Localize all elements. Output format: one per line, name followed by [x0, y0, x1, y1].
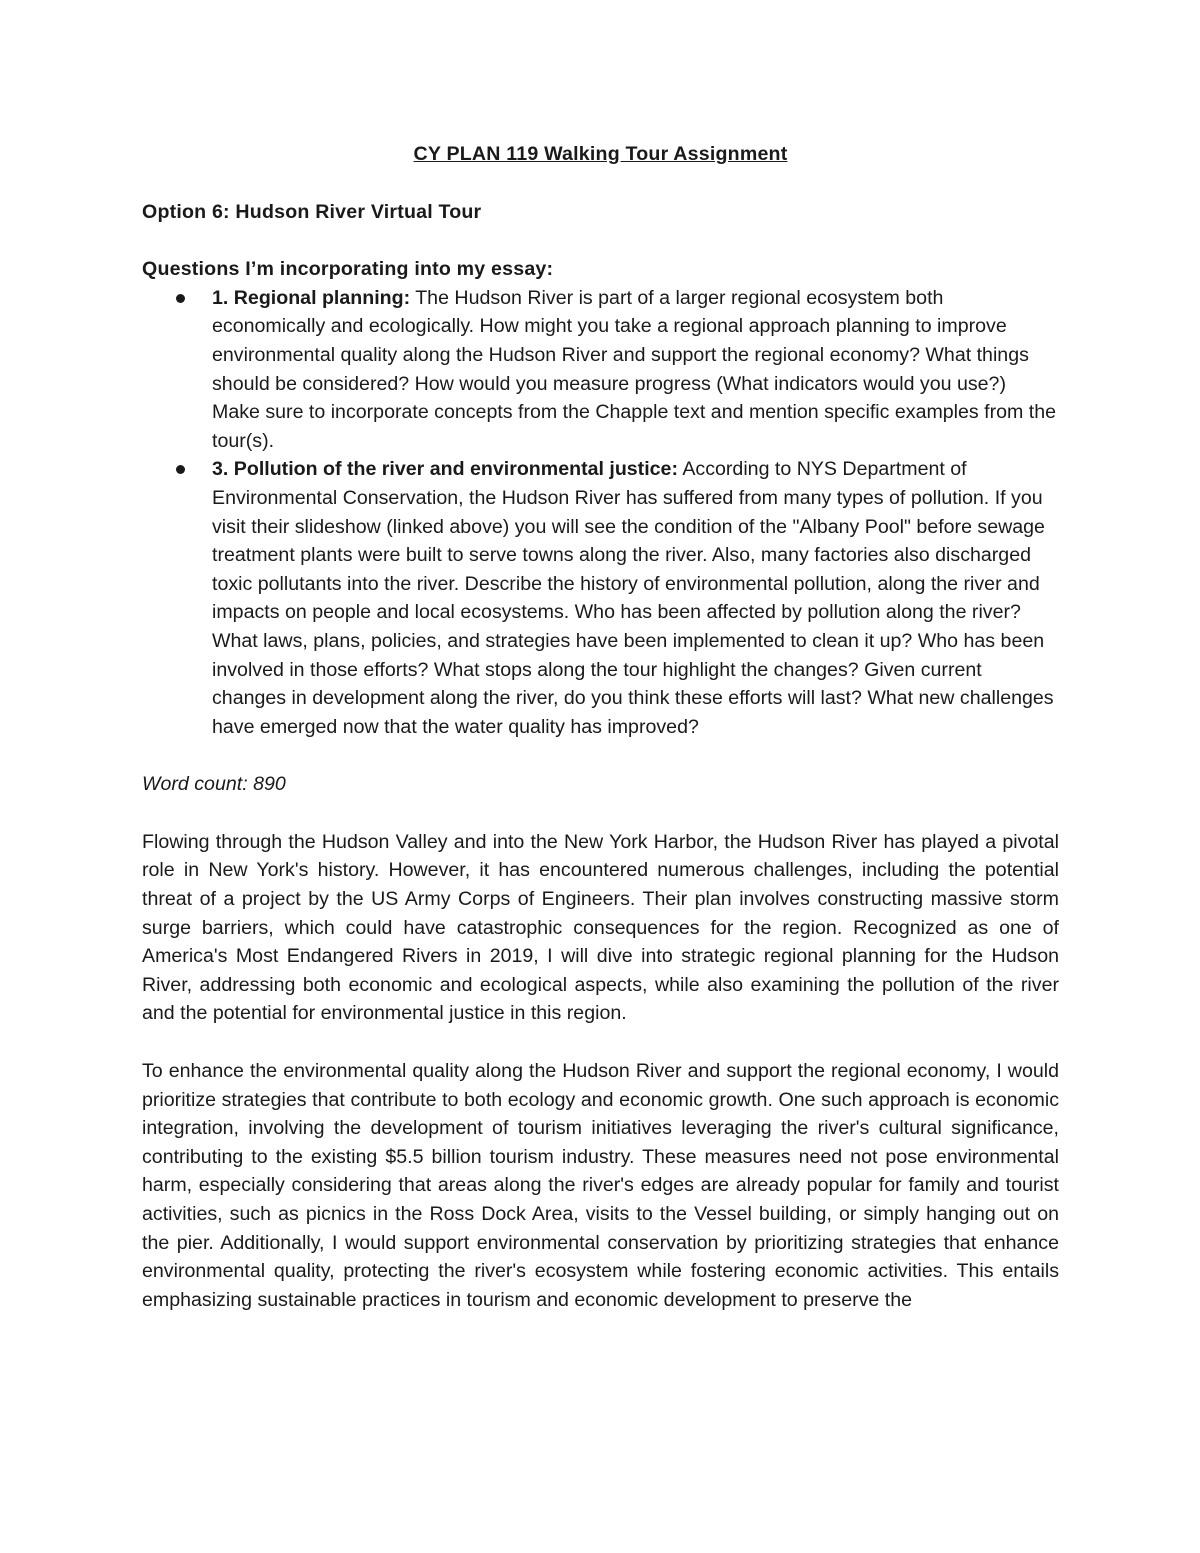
word-count: Word count: 890 — [142, 773, 286, 796]
essay-paragraph: To enhance the environmental quality along the Hudson River and support the regional economy, I would prioritize strategies that contribute to both ecology and economic growth. One such approach is economic integration, involving the development of tourism initiatives leveraging the river's cultural significance, contributing to the existing $5.5 billion tourism industry. These measures need not pose environmental harm, especially considering that areas along the river's edges are already popular for family and tourist activities, such as picnics in the Ross Dock Area, visits to the Vessel building, or simply hanging out on the pier. Additionally, I would support environmental conservation by prioritizing strategies that enhance environmental quality, protecting the river's ecosystem while fostering economic activities. This entails emphasizing sustainable practices in tourism and economic development to preserve the — [142, 1060, 1059, 1311]
question-text: According to NYS Department of Environmental Conservation, the Hudson River has suffered from many types of pollution. If you visit their slideshow (linked above) you will see the condition of the "Albany Pool" before sewage treatment plants were built to serve towns along the river. Also, many factories also discharged toxic pollutants into the river. Describe the history of environmental pollution, along the river and impacts on people and local ecosystems. Who has been affected by pollution along the river? What laws, plans, policies, and strategies have been implemented to clean it up? Who has been involved in those efforts? What stops along the tour highlight the changes? Given current changes in development along the river, do you think these efforts will last? What new challenges have emerged now that the water quality has improved? — [212, 458, 1054, 738]
document-title: CY PLAN 119 Walking Tour Assignment — [413, 143, 788, 165]
questions-heading: Questions I’m incorporating into my essay: — [142, 258, 554, 281]
document-body — [142, 140, 1059, 1314]
question-label: 1. Regional planning: — [212, 286, 411, 309]
bullet-icon — [176, 465, 185, 474]
option-heading: Option 6: Hudson River Virtual Tour — [142, 200, 482, 223]
questions-list — [142, 284, 1059, 742]
essay-paragraph: Flowing through the Hudson Valley and into the New York Harbor, the Hudson River has played a pivotal role in New York's history. However, it has encountered numerous challenges, including the potential threat of a project by the US Army Corps of Engineers. Their plan involves constructing massive storm surge barriers, which could have catastrophic consequences for the region. Recognized as one of America's Most Endangered Rivers in 2019, I will dive into strategic regional planning for the Hudson River, addressing both economic and ecological aspects, while also examining the pollution of the river and the potential for environmental justice in this region. — [142, 830, 1059, 1025]
question-label: 3. Pollution of the river and environmental justice: — [212, 458, 678, 481]
bullet-icon — [176, 294, 185, 303]
question-item — [142, 455, 1059, 741]
question-text: The Hudson River is part of a larger regional ecosystem both economically and ecologically. How might you take a regional approach planning to improve environmental quality along the Hudson River and support the regional economy? What things should be considered? How would you measure progress (What indicators would you use?) Make sure to incorporate concepts from the Chapple text and mention specific examples from the tour(s). — [212, 286, 1057, 452]
question-item — [142, 284, 1059, 456]
